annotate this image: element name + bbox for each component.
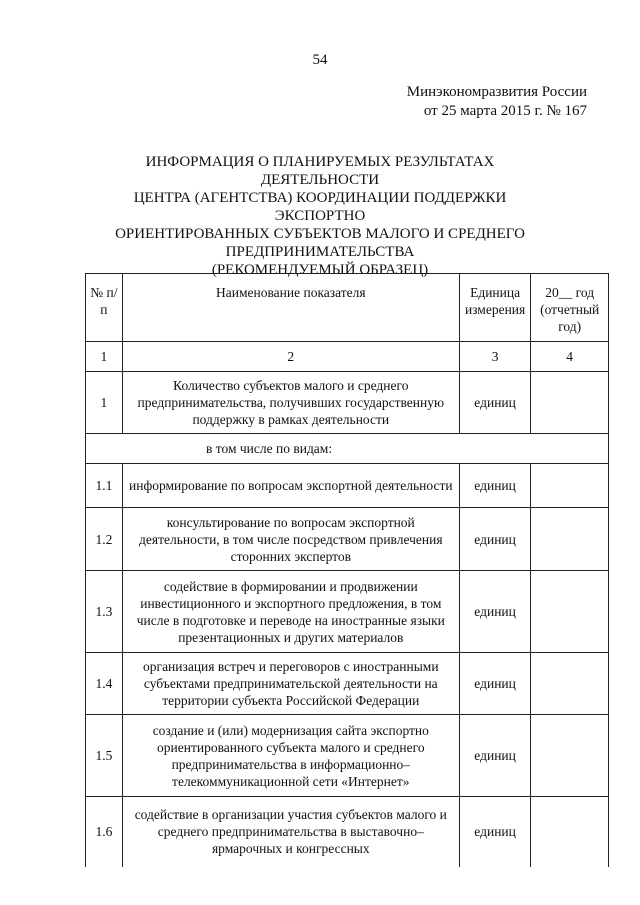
document-stamp [407, 83, 587, 121]
row-name: содействие в организации участия субъектов малого и среднего предпринимательства в выставочно–ярмарочных и конгрессных [122, 797, 459, 867]
row-name: организация встреч и переговоров с иностранными субъектами предпринимательской деятельности на территории субъекта Российской Федерации [122, 653, 459, 715]
table-row [86, 372, 609, 434]
row-year-value [531, 653, 609, 715]
row-year-value [531, 797, 609, 867]
header-year: 20__ год (отчетный год) [531, 274, 609, 342]
column-number: 3 [459, 342, 531, 372]
row-unit: единиц [459, 508, 531, 571]
row-unit: единиц [459, 571, 531, 653]
row-num: 1.3 [86, 571, 123, 653]
column-number: 2 [122, 342, 459, 372]
stamp-date-number: от 25 марта 2015 г. № 167 [423, 103, 587, 119]
row-year-value [531, 571, 609, 653]
row-unit: единиц [459, 464, 531, 508]
table-row [86, 571, 609, 653]
title-line: ИНФОРМАЦИЯ О ПЛАНИРУЕМЫХ РЕЗУЛЬТАТАХ ДЕЯТЕЛЬНОСТИ [145, 154, 495, 188]
table-row [86, 715, 609, 797]
table-row [86, 464, 609, 508]
header-name: Наименование показателя [122, 274, 459, 342]
title-line: ОРИЕНТИРОВАННЫХ СУБЪЕКТОВ МАЛОГО И СРЕДНЕГО [115, 226, 525, 242]
row-year-value [531, 464, 609, 508]
indicators-table [85, 273, 609, 867]
row-year-value [531, 715, 609, 797]
row-name: содействие в формировании и продвижении инвестиционного и экспортного предложения, в том числе в подготовке и переводе на иностранные языки презентационных и других материалов [122, 571, 459, 653]
page-number: 54 [312, 52, 328, 68]
row-year-value [531, 508, 609, 571]
title-line: ЦЕНТРА (АГЕНТСТВА) КООРДИНАЦИИ ПОДДЕРЖКИ ЭКСПОРТНО [133, 190, 507, 224]
column-number: 1 [86, 342, 123, 372]
row-num: 1.4 [86, 653, 123, 715]
row-name: консультирование по вопросам экспортной деятельности, в том числе посредством привлечения сторонних экспертов [122, 508, 459, 571]
row-unit: единиц [459, 653, 531, 715]
table-row [86, 653, 609, 715]
row-unit: единиц [459, 372, 531, 434]
row-num: 1.1 [86, 464, 123, 508]
table-row [86, 508, 609, 571]
column-number: 4 [531, 342, 609, 372]
table-header-row [86, 274, 609, 342]
row-name: информирование по вопросам экспортной деятельности [122, 464, 459, 508]
row-year-value [531, 372, 609, 434]
header-num: № п/п [86, 274, 123, 342]
document-title [90, 153, 550, 279]
row-name: Количество субъектов малого и среднего предпринимательства, получивших государственную поддержку в рамках деятельности [122, 372, 459, 434]
column-number-row [86, 342, 609, 372]
row-unit: единиц [459, 715, 531, 797]
row-num: 1.6 [86, 797, 123, 867]
title-line: (РЕКОМЕНДУЕМЫЙ ОБРАЗЕЦ) [211, 262, 429, 278]
subheading: в том числе по видам: [86, 434, 609, 464]
subheading-row [86, 434, 609, 464]
row-num: 1.5 [86, 715, 123, 797]
header-unit: Единица измерения [459, 274, 531, 342]
row-num: 1.2 [86, 508, 123, 571]
title-line: ПРЕДПРИНИМАТЕЛЬСТВА [225, 244, 415, 260]
table-row [86, 797, 609, 867]
row-unit: единиц [459, 797, 531, 867]
row-name: создание и (или) модернизация сайта экспортно ориентированного субъекта малого и среднего предпринимательства в информационно–телекоммуникационной сети «Интернет» [122, 715, 459, 797]
row-num: 1 [86, 372, 123, 434]
stamp-ministry: Минэкономразвития России [406, 84, 587, 100]
